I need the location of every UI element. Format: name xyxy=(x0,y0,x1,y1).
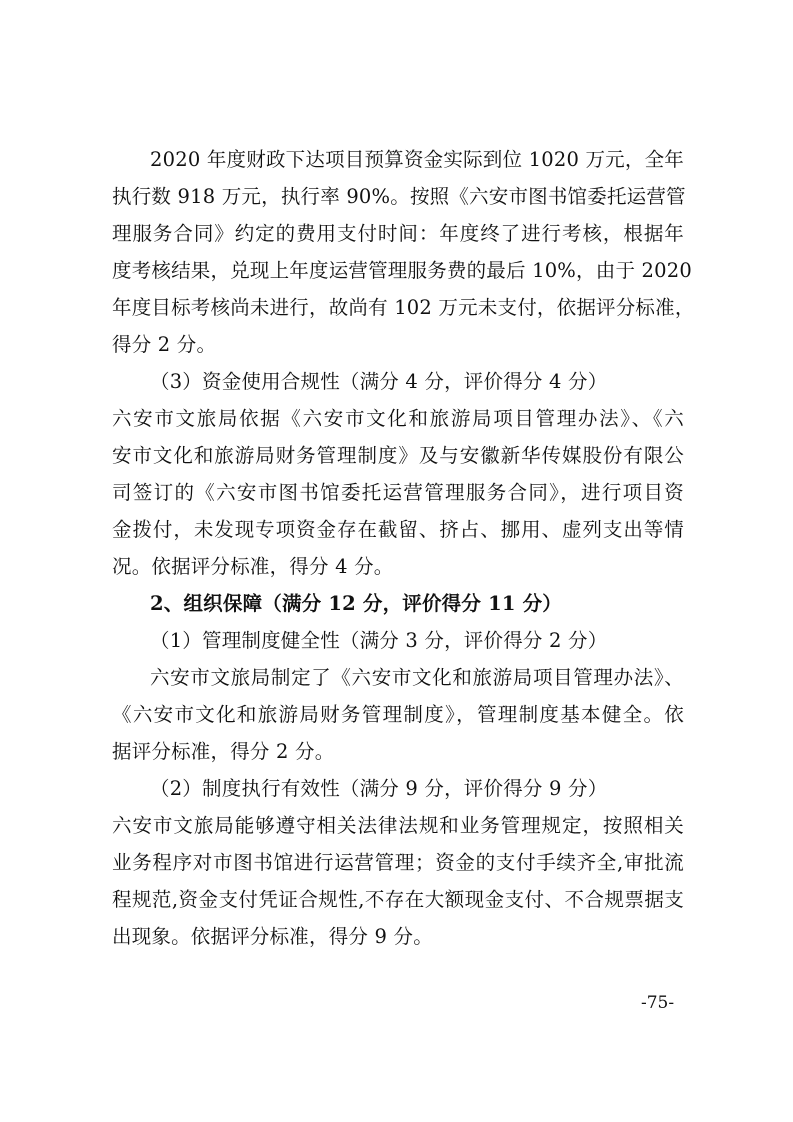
paragraph-line: 2020 年度财政下达项目预算资金实际到位 1020 万元，全年 xyxy=(150,148,684,171)
paragraph-line: 金拨付，未发现专项资金存在截留、挤占、挪用、虚列支出等情 xyxy=(112,518,684,541)
paragraph-line: 得分 2 分。 xyxy=(112,333,217,356)
paragraph-line: 安市文化和旅游局财务管理制度》及与安徽新华传媒股份有限公 xyxy=(112,444,684,467)
paragraph-line: 《六安市文化和旅游局财务管理制度》，管理制度基本健全。依 xyxy=(112,703,684,726)
paragraph-line: 年度目标考核尚未进行，故尚有 102 万元未支付，依据评分标准， xyxy=(112,296,695,319)
section-heading: （3）资金使用合规性（满分 4 分，评价得分 4 分） xyxy=(150,370,608,393)
paragraph-line: 理服务合同》约定的费用支付时间：年度终了进行考核，根据年 xyxy=(112,222,684,245)
paragraph-line: 程规范,资金支付凭证合规性,不存在大额现金支付、不合规票据支 xyxy=(112,888,684,911)
paragraph-line: 据评分标准，得分 2 分。 xyxy=(112,740,335,763)
paragraph-line: 六安市文旅局依据《六安市文化和旅游局项目管理办法》、《六 xyxy=(112,407,684,430)
paragraph-line: 度考核结果，兑现上年度运营管理服务费的最后 10%，由于 2020 xyxy=(112,259,692,282)
paragraph-line: 执行数 918 万元，执行率 90%。按照《六安市图书馆委托运营管 xyxy=(112,185,686,208)
paragraph-line: 六安市文旅局能够遵守相关法律法规和业务管理规定，按照相关 xyxy=(112,814,684,837)
paragraph-line: 出现象。依据评分标准，得分 9 分。 xyxy=(112,925,433,948)
section-heading-bold: 2、组织保障（满分 12 分，评价得分 11 分） xyxy=(150,592,562,615)
paragraph-line: 司签订的《六安市图书馆委托运营管理服务合同》，进行项目资 xyxy=(112,481,684,504)
paragraph-line: 六安市文旅局制定了《六安市文化和旅游局项目管理办法》、 xyxy=(150,666,684,689)
section-heading: （2）制度执行有效性（满分 9 分，评价得分 9 分） xyxy=(150,777,608,800)
page-number: -75- xyxy=(641,993,675,1013)
section-heading: （1）管理制度健全性（满分 3 分，评价得分 2 分） xyxy=(150,629,608,652)
paragraph-line: 况。依据评分标准，得分 4 分。 xyxy=(112,555,394,578)
paragraph-line: 业务程序对市图书馆进行运营管理；资金的支付手续齐全,审批流 xyxy=(112,851,684,874)
